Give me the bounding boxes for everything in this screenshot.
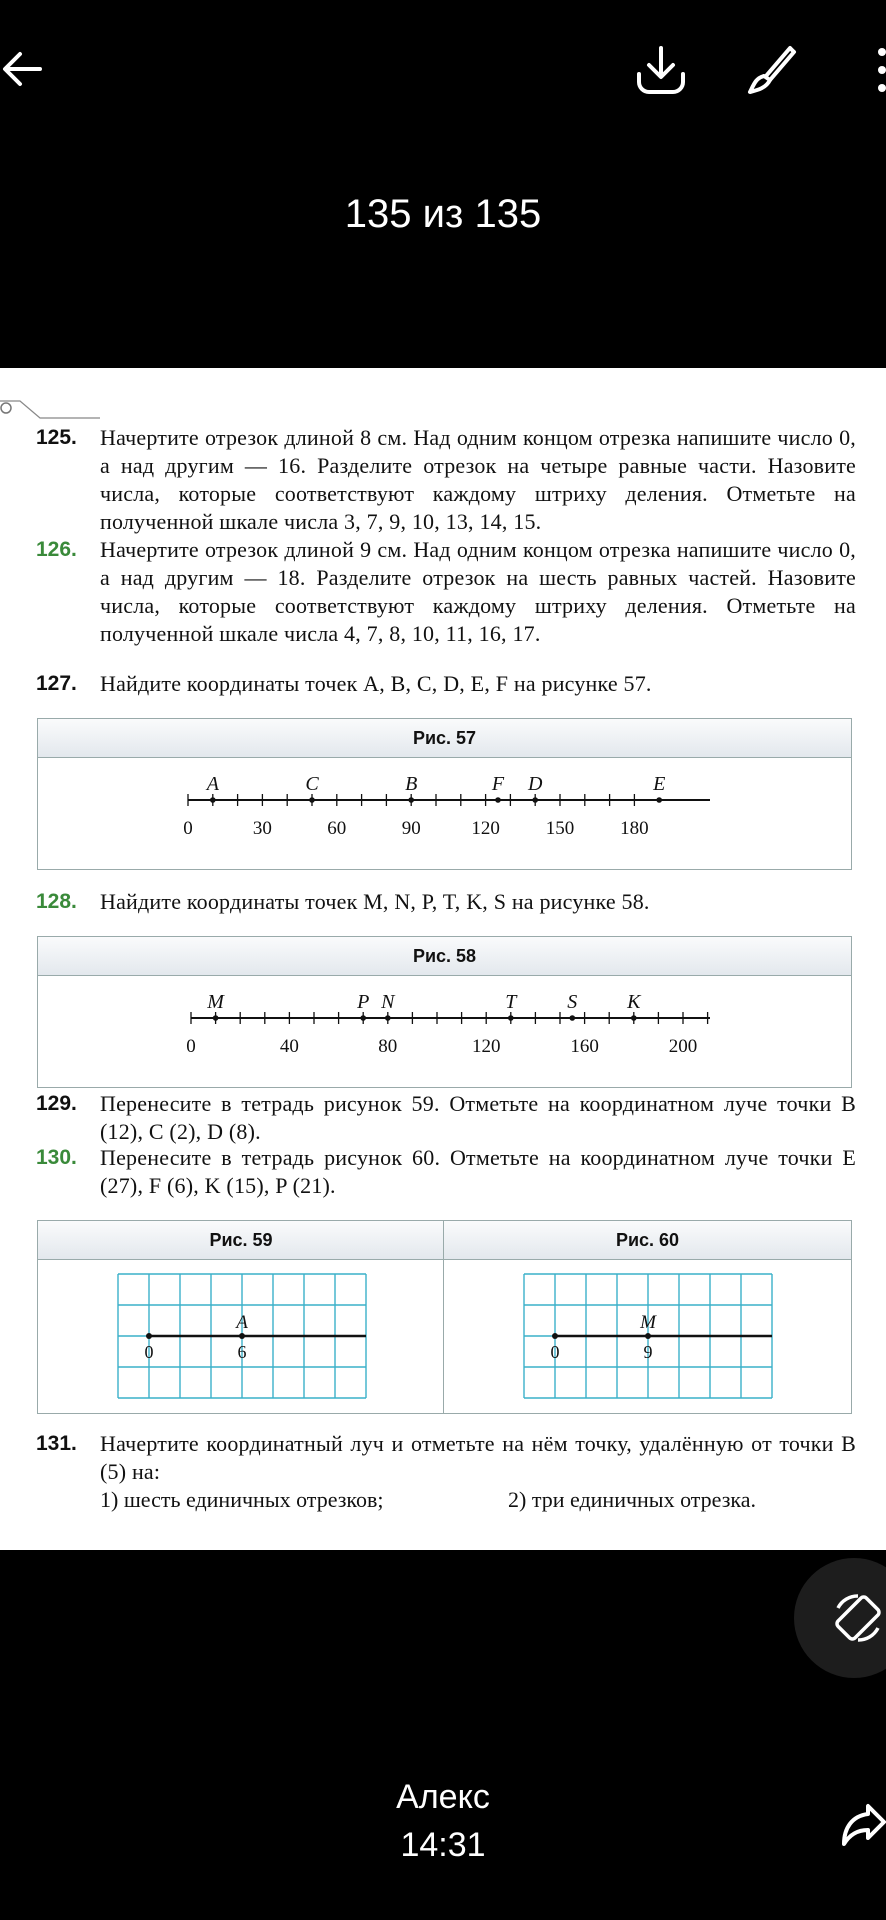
sub-item-2: 2) три единичных отрезка. — [508, 1487, 757, 1512]
point-label: T — [505, 991, 517, 1013]
point-dot — [495, 797, 501, 803]
origin-label: 0 — [144, 1342, 154, 1362]
brush-icon[interactable] — [742, 40, 802, 100]
figure-caption: Рис. 57 — [38, 719, 851, 758]
point-dot — [213, 1015, 219, 1021]
exercise-text: Найдите координаты точек M, N, P, T, K, S на рисунке 58. — [100, 889, 650, 914]
exercise-text: Перенесите в тетрадь рисунок 60. Отметьте на координатном луче точки E (27), F (6), K (15), P (21). — [100, 1145, 856, 1198]
point-label: N — [381, 991, 395, 1013]
exercise-text: Начертите отрезок длиной 8 см. Над одним концом отрезка напишите число 0, а над другим — 16. Разделите отрезок на четыре равные части. Назовите числа, которые соответствуют каждому штриху деления. Отметьте на полученной шкале числа 3, 7, 9, 10, 13, 14, 15. — [100, 425, 856, 534]
point-label: S — [567, 991, 578, 1013]
point-label: D — [527, 773, 543, 795]
point-label: M — [207, 991, 224, 1013]
exercise-127 — [36, 670, 856, 698]
exercise-number: 130. — [36, 1146, 77, 1169]
point-dot — [656, 797, 662, 803]
point-dot — [408, 797, 414, 803]
figure-57 — [37, 718, 852, 870]
point-label: F — [491, 773, 505, 795]
point-dot — [309, 797, 315, 803]
rotate-icon — [828, 1588, 886, 1648]
sender-name: Алекс — [396, 1778, 490, 1816]
point-dot — [239, 1333, 245, 1339]
grid-ray-60 — [444, 1260, 851, 1412]
tick-label: 180 — [620, 818, 649, 839]
tick-label: 0 — [183, 818, 193, 839]
tick-label: 90 — [401, 818, 421, 839]
tick-label: 120 — [471, 1036, 501, 1057]
tick-label: 0 — [186, 1036, 196, 1057]
exercise-text: Перенесите в тетрадь рисунок 59. Отметьте на координатном луче точки B (12), C (2), D (8). — [100, 1091, 856, 1144]
viewer-top-bar — [0, 0, 886, 368]
exercise-131 — [36, 1430, 856, 1514]
tick-label: 30 — [252, 818, 272, 839]
exercise-number: 125. — [36, 426, 77, 449]
point-label: A — [236, 1312, 248, 1333]
figure-caption: Рис. 59 — [38, 1221, 444, 1260]
exercise-text: Найдите координаты точек A, B, C, D, E, F на рисунке 57. — [100, 671, 652, 696]
tick-label: 160 — [570, 1036, 599, 1057]
figure-58 — [37, 936, 852, 1088]
origin-dot — [146, 1333, 152, 1339]
more-icon[interactable] — [872, 46, 886, 96]
point-label: P — [357, 991, 370, 1013]
point-dot — [570, 1015, 576, 1021]
point-label: E — [653, 773, 666, 795]
sub-item-1: 1) шесть единичных отрезков; — [100, 1487, 384, 1512]
number-line-57 — [38, 758, 851, 868]
exercise-number: 126. — [36, 538, 77, 561]
back-arrow-icon[interactable] — [0, 46, 46, 92]
document-page — [0, 368, 886, 1550]
point-dot — [631, 1015, 637, 1021]
figure-60 — [443, 1220, 852, 1414]
exercise-text: Начертите отрезок длиной 9 см. Над одним концом отрезка напишите число 0, а над другим — 18. Разделите отрезок на шесть равных частей. Назовите числа, которые соответствуют каждому штриху деления. Отметьте на полученной шкале числа 4, 7, 8, 10, 11, 16, 17. — [100, 537, 856, 646]
point-dot — [532, 797, 538, 803]
tick-label: 200 — [668, 1036, 698, 1057]
tick-label: 40 — [279, 1036, 299, 1057]
grid-ray-59 — [38, 1260, 444, 1412]
exercise-number: 131. — [36, 1432, 77, 1455]
point-dot — [210, 797, 216, 803]
number-line-58 — [38, 976, 851, 1086]
point-dot — [508, 1015, 514, 1021]
exercise-128 — [36, 888, 856, 916]
figure-caption: Рис. 60 — [444, 1221, 851, 1260]
tick-label: 60 — [327, 818, 347, 839]
origin-label: 0 — [550, 1342, 560, 1362]
download-icon[interactable] — [633, 42, 689, 98]
point-label: A — [206, 773, 219, 795]
exercise-130 — [36, 1144, 856, 1200]
point-label: M — [640, 1312, 656, 1333]
origin-dot — [552, 1333, 558, 1339]
point-dot — [645, 1333, 651, 1339]
mark-label: 9 — [643, 1342, 653, 1362]
exercise-number: 129. — [36, 1092, 77, 1115]
point-dot — [385, 1015, 391, 1021]
exercise-125 — [36, 424, 856, 536]
mark-label: 6 — [237, 1342, 247, 1362]
exercise-text: Начертите координатный луч и отметьте на нём точку, удалённую от точки B (5) на: — [100, 1431, 856, 1484]
figure-59 — [37, 1220, 445, 1414]
message-time: 14:31 — [400, 1826, 486, 1864]
point-dot — [360, 1015, 366, 1021]
point-label: K — [627, 991, 641, 1013]
tick-label: 150 — [545, 818, 575, 839]
point-label: B — [405, 773, 418, 795]
tick-label: 80 — [378, 1036, 398, 1057]
exercise-number: 127. — [36, 672, 77, 695]
figure-caption: Рис. 58 — [38, 937, 851, 976]
exercise-number: 128. — [36, 890, 77, 913]
exercise-129 — [36, 1090, 856, 1146]
point-label: C — [305, 773, 319, 795]
tick-label: 120 — [471, 818, 500, 839]
page-counter: 135 из 135 — [344, 192, 542, 236]
exercise-126 — [36, 536, 856, 648]
